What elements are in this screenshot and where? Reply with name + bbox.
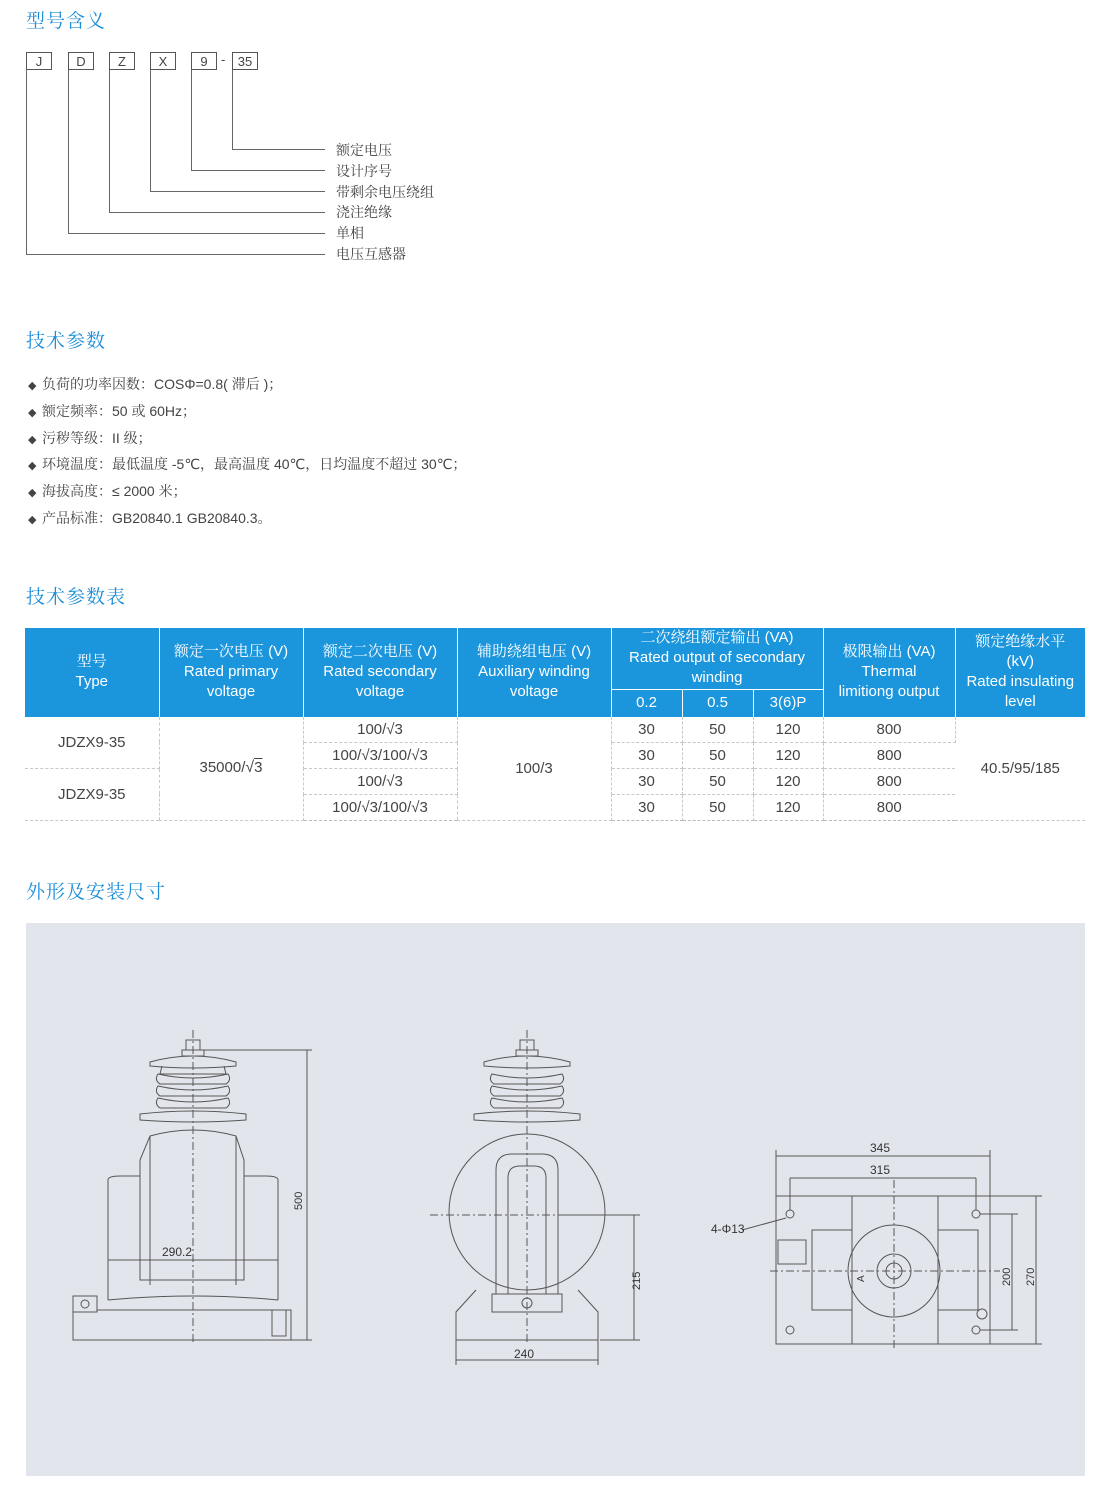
dim-label-holes: 4-Φ13 [711, 1222, 745, 1236]
cell-output-3p: 120 [753, 768, 823, 794]
diamond-icon: ◆ [28, 406, 37, 419]
diamond-icon: ◆ [28, 433, 37, 446]
cell-output-05: 50 [682, 794, 753, 820]
legend-voltage-transformer: 电压互感器 [336, 246, 406, 262]
cell-secondary-voltage: 100/√3 [303, 717, 457, 743]
legend-rated-voltage: 额定电压 [336, 142, 392, 158]
header-class-05: 0.5 [682, 689, 753, 717]
diamond-icon: ◆ [28, 487, 37, 500]
list-item: ◆ 环境温度：最低温度 -5℃，最高温度 40℃，日均温度不超过 30℃； [28, 453, 466, 480]
legend-design-number: 设计序号 [336, 163, 392, 179]
section-title-dimensions: 外形及安装尺寸 [26, 882, 167, 903]
section-title-tech-params: 技术参数 [26, 331, 107, 352]
dim-label-315: 315 [870, 1163, 891, 1177]
cell-output-05: 50 [682, 768, 753, 794]
legend-cast-insulation: 浇注绝缘 [336, 204, 392, 220]
code-letter-d: D [68, 52, 94, 70]
cell-insulation-level: 40.5/95/185 [955, 717, 1085, 821]
cell-output-05: 50 [682, 717, 753, 743]
terminal-mark-a: A [856, 1275, 867, 1282]
cell-model: JDZX9-35 [25, 717, 159, 769]
header-insulation-level: 额定绝缘水平 (kV) Rated insulating level [955, 628, 1085, 717]
cell-output-05: 50 [682, 742, 753, 768]
diamond-icon: ◆ [28, 380, 37, 392]
diamond-icon: ◆ [28, 460, 37, 473]
header-thermal-output: 极限输出 (VA) Thermal limitiong output [823, 628, 955, 717]
code-letter-z: Z [109, 52, 135, 70]
header-class-3p: 3(6)P [753, 689, 823, 717]
cell-model: JDZX9-35 [25, 768, 159, 820]
legend-single-phase: 单相 [336, 225, 364, 241]
section-title-spec-table: 技术参数表 [26, 587, 127, 608]
cell-thermal-output: 800 [823, 768, 955, 794]
dim-label-200: 200 [1001, 1267, 1013, 1286]
code-letter-x: X [150, 52, 176, 70]
dim-label-345: 345 [870, 1141, 891, 1155]
code-letter-j: J [26, 52, 52, 70]
cell-secondary-voltage: 100/√3 [303, 768, 457, 794]
list-item: ◆ 污秽等级：II 级； [28, 427, 466, 454]
front-view-drawing [73, 1030, 312, 1345]
header-primary-voltage: 额定一次电压 (V) Rated primary voltage [159, 628, 303, 717]
dim-label-290: 290.2 [162, 1245, 193, 1259]
cell-primary-voltage: 35000/√3 [159, 717, 303, 821]
cell-thermal-output: 800 [823, 717, 955, 743]
code-design-number: 9 [191, 52, 217, 70]
diamond-icon: ◆ [28, 513, 37, 526]
dim-label-270: 270 [1025, 1267, 1037, 1286]
header-auxiliary-voltage: 辅助绕组电压 (V) Auxiliary winding voltage [457, 628, 611, 717]
header-rated-output: 二次绕组额定输出 (VA) Rated output of secondary winding [611, 628, 823, 689]
cell-output-3p: 120 [753, 742, 823, 768]
cell-secondary-voltage: 100/√3/100/√3 [303, 794, 457, 820]
list-item: ◆ 产品标准：GB20840.1 GB20840.3。 [28, 507, 466, 534]
section-title-model-meaning: 型号含义 [26, 11, 107, 32]
dim-label-240: 240 [514, 1347, 535, 1361]
cell-thermal-output: 800 [823, 742, 955, 768]
legend-residual-winding: 带剩余电压绕组 [336, 184, 434, 200]
dim-label-215: 215 [631, 1271, 643, 1290]
list-item: ◆ 负荷的功率因数：COSΦ=0.8( 滞后 )； [28, 373, 466, 400]
cell-output-02: 30 [611, 768, 682, 794]
top-view-drawing [742, 1150, 1042, 1350]
list-item: ◆ 额定频率：50 或 60Hz； [28, 400, 466, 427]
code-dash: - [221, 52, 226, 67]
cell-output-3p: 120 [753, 717, 823, 743]
cell-thermal-output: 800 [823, 794, 955, 820]
side-view-drawing [430, 1030, 640, 1365]
list-item: ◆ 海拔高度：≤ 2000 米； [28, 480, 466, 507]
cell-output-02: 30 [611, 794, 682, 820]
header-secondary-voltage: 额定二次电压 (V) Rated secondary voltage [303, 628, 457, 717]
code-voltage: 35 [232, 52, 258, 70]
cell-output-02: 30 [611, 717, 682, 743]
header-class-02: 0.2 [611, 689, 682, 717]
cell-auxiliary-voltage: 100/3 [457, 717, 611, 821]
cell-secondary-voltage: 100/√3/100/√3 [303, 742, 457, 768]
cell-output-02: 30 [611, 742, 682, 768]
dim-label-500: 500 [293, 1191, 305, 1210]
header-type: 型号 Type [25, 628, 159, 717]
cell-output-3p: 120 [753, 794, 823, 820]
